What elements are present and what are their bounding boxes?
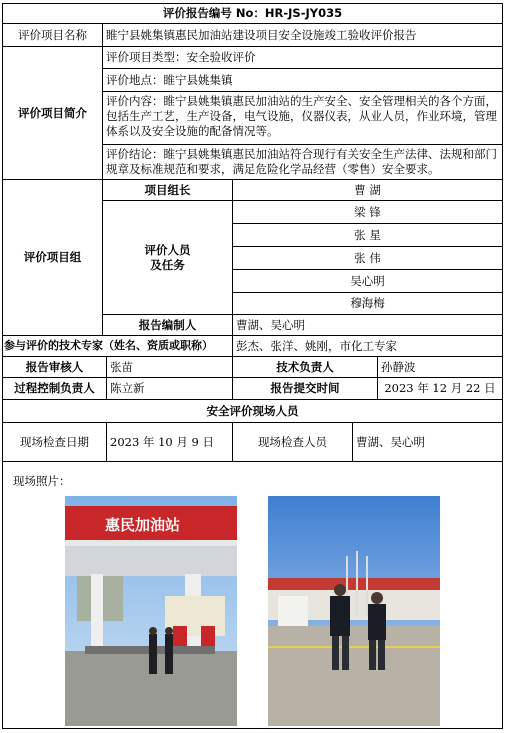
staff-member: 张 伟 bbox=[232, 246, 503, 270]
staff-label: 评价人员 及任务 bbox=[102, 200, 233, 315]
project-content: 评价内容：睢宁县姚集镇惠民加油站的生产安全、安全管理相关的各个方面，包括生产工艺，生产设备，电气设施，仪器仪表，从业人员，作业环境，管理体系以及安全设施的配备情况等。 bbox=[102, 91, 503, 145]
project-conclusion: 评价结论：睢宁县姚集镇惠民加油站符合现行有关安全生产法律、法规和部门规章及标准规范和要求，满足危险化学品经营（零售）安全要求。 bbox=[102, 144, 503, 180]
inspection-date-value: 2023 年 10 月 9 日 bbox=[106, 422, 233, 462]
process-control-value: 陈立新 bbox=[106, 377, 233, 400]
site-staff-header: 安全评价现场人员 bbox=[2, 399, 503, 423]
staff-member: 梁 锋 bbox=[232, 200, 503, 224]
inspectors-photo-image bbox=[268, 496, 440, 726]
station-sign-text: 惠民加油站 bbox=[105, 516, 181, 534]
inspection-staff-label: 现场检查人员 bbox=[232, 422, 353, 462]
team-leader-name: 曹 湖 bbox=[232, 179, 503, 201]
site-photos-label: 现场照片： bbox=[13, 474, 71, 488]
project-name-label: 评价项目名称 bbox=[2, 23, 103, 47]
site-photo-inspectors bbox=[268, 496, 440, 726]
experts-label: 参与评价的技术专家（姓名、资质或职称） bbox=[2, 335, 233, 357]
inspection-date-label: 现场检查日期 bbox=[2, 422, 107, 462]
inspection-staff-value: 曹湖、吴心明 bbox=[352, 422, 503, 462]
evaluation-report-form bbox=[2, 3, 503, 729]
gas-station-photo-image bbox=[65, 496, 237, 726]
reviewer-value: 张苗 bbox=[106, 356, 233, 378]
project-name-value: 睢宁县姚集镇惠民加油站建设项目安全设施竣工验收评价报告 bbox=[102, 23, 503, 47]
tech-lead-label: 技术负责人 bbox=[232, 356, 378, 378]
project-brief-label: 评价项目简介 bbox=[2, 46, 103, 180]
report-editor-value: 曹湖、吴心明 bbox=[232, 314, 503, 336]
staff-member: 张 星 bbox=[232, 223, 503, 247]
project-type: 评价项目类型：安全验收评价 bbox=[102, 46, 503, 69]
report-editor-label: 报告编制人 bbox=[102, 314, 233, 336]
report-number-title: 评价报告编号 No：HR-JS-JY035 bbox=[2, 3, 503, 24]
experts-value: 彭杰、张洋、姚刚，市化工专家 bbox=[232, 335, 503, 357]
process-control-label: 过程控制负责人 bbox=[2, 377, 107, 400]
tech-lead-value: 孙静波 bbox=[377, 356, 503, 378]
submit-time-label: 报告提交时间 bbox=[232, 377, 378, 400]
reviewer-label: 报告审核人 bbox=[2, 356, 107, 378]
team-leader-label: 项目组长 bbox=[102, 179, 233, 201]
submit-time-value: 2023 年 12 月 22 日 bbox=[377, 377, 503, 400]
project-location: 评价地点：睢宁县姚集镇 bbox=[102, 68, 503, 92]
team-label: 评价项目组 bbox=[2, 179, 103, 336]
staff-member: 吴心明 bbox=[232, 269, 503, 293]
staff-member: 穆海梅 bbox=[232, 292, 503, 315]
site-photo-gas-station bbox=[65, 496, 237, 726]
